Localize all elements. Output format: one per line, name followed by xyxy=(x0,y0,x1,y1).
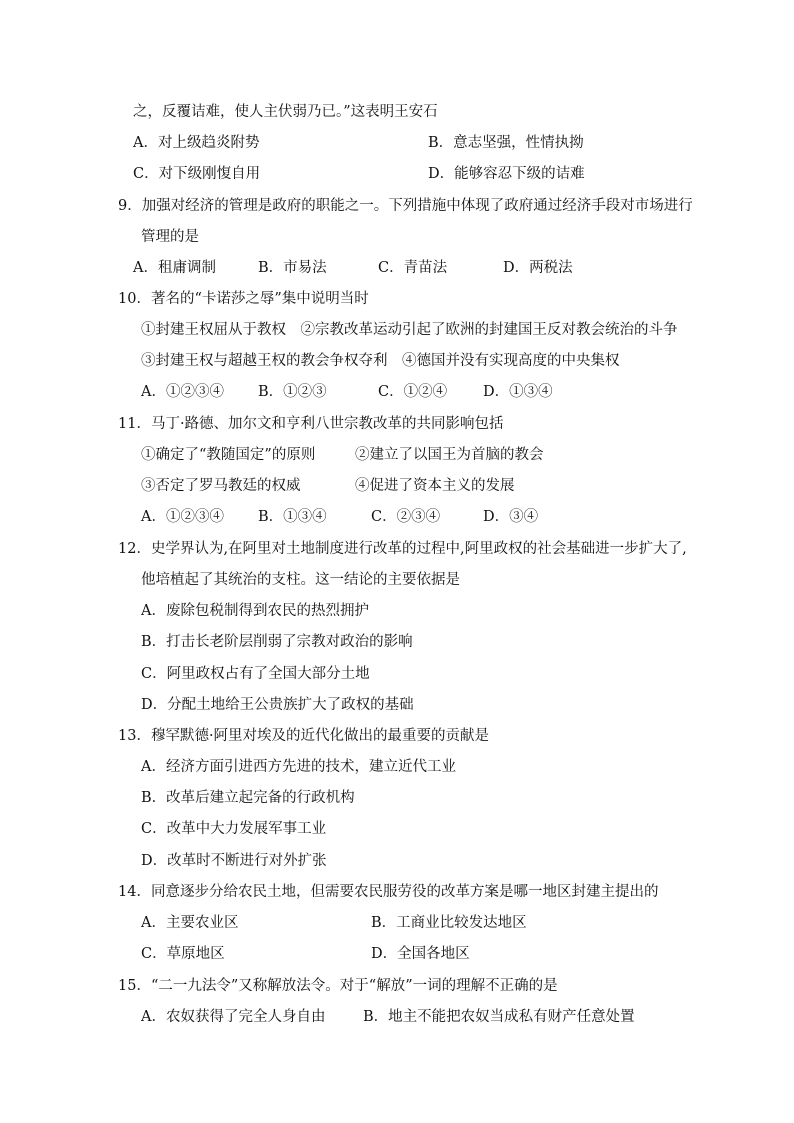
q14-option-d: D．全国各地区 xyxy=(371,946,470,962)
q15-option-b: B．地主不能把农奴当成私有财产任意处置 xyxy=(363,1009,635,1025)
q9-option-b: B．市易法 xyxy=(258,260,327,276)
q13-option-d: D．改革时不断进行对外扩张 xyxy=(141,853,327,869)
q10-items-line1: ①封建王权屈从于教权 ②宗教改革运动引起了欧洲的封建国王反对教会统治的斗争 xyxy=(141,322,678,338)
q14-option-c: C．草原地区 xyxy=(141,946,225,962)
q9-stem-line2: 管理的是 xyxy=(141,229,199,245)
q15-stem: 15．“二一九法令”又称解放法令。对于“解放”一词的理解不正确的是 xyxy=(118,978,558,994)
q12-option-a: A．废除包税制得到农民的热烈拥护 xyxy=(141,603,369,619)
q12-stem-line1: 12．史学界认为,在阿里对土地制度进行改革的过程中,阿里政权的社会基础进一步扩大了, xyxy=(118,541,687,557)
q11-option-d: D．③④ xyxy=(483,509,539,525)
q11-stem: 11．马丁·路德、加尔文和亨利八世宗教改革的共同影响包括 xyxy=(118,416,504,432)
q12-option-c: C．阿里政权占有了全国大部分土地 xyxy=(141,666,370,682)
q9-option-a: A．租庸调制 xyxy=(133,260,216,276)
q11-option-b: B．①③④ xyxy=(258,509,327,525)
q8-option-a: A．对上级趋炎附势 xyxy=(133,135,260,151)
q15-option-a: A．农奴获得了完全人身自由 xyxy=(141,1009,326,1025)
q10-items-line2: ③封建王权与超越王权的教会争权夺利 ④德国并没有实现高度的中央集权 xyxy=(141,353,620,369)
q13-stem: 13．穆罕默德·阿里对埃及的近代化做出的最重要的贡献是 xyxy=(118,728,490,744)
q10-option-d: D．①③④ xyxy=(483,384,553,400)
q14-option-b: B．工商业比较发达地区 xyxy=(371,915,527,931)
q13-option-b: B．改革后建立起完备的行政机构 xyxy=(141,790,355,806)
q11-option-c: C．②③④ xyxy=(371,509,441,525)
q14-option-a: A．主要农业区 xyxy=(141,915,239,931)
q8-option-d: D．能够容忍下级的诘难 xyxy=(428,166,585,182)
q11-item4: ④促进了资本主义的发展 xyxy=(355,478,515,494)
q10-option-a: A．①②③④ xyxy=(141,384,224,400)
q10-option-b: B．①②③ xyxy=(258,384,327,400)
q11-item2: ②建立了以国王为首脑的教会 xyxy=(355,447,544,463)
q13-option-a: A．经济方面引进西方先进的技术，建立近代工业 xyxy=(141,759,456,775)
q11-item1: ①确定了“教随国定”的原则 xyxy=(141,447,316,463)
q9-option-d: D．两税法 xyxy=(503,260,573,276)
q11-option-a: A．①②③④ xyxy=(141,509,224,525)
q12-option-d: D．分配土地给王公贵族扩大了政权的基础 xyxy=(141,697,414,713)
q8-option-c: C．对下级刚愎自用 xyxy=(133,166,261,182)
q14-stem: 14．同意逐步分给农民土地，但需要农民服劳役的改革方案是哪一地区封建主提出的 xyxy=(118,884,659,900)
q13-option-c: C．改革中大力发展军事工业 xyxy=(141,821,327,837)
q8-option-b: B．意志坚强，性情执拗 xyxy=(428,135,584,151)
q9-stem-line1: 9．加强对经济的管理是政府的职能之一。下列措施中体现了政府通过经济手段对市场进行 xyxy=(118,198,693,214)
q10-option-c: C．①②④ xyxy=(378,384,448,400)
q12-option-b: B．打击长老阶层削弱了宗教对政治的影响 xyxy=(141,634,413,650)
q10-stem: 10．著名的“卡诺莎之辱”集中说明当时 xyxy=(118,291,369,307)
q9-option-c: C．青苗法 xyxy=(378,260,448,276)
q11-item3: ③否定了罗马教廷的权威 xyxy=(141,478,301,494)
question-8-stem-end: 之，反覆诘难，使人主伏弱乃已。”这表明王安石 xyxy=(133,104,438,120)
q12-stem-line2: 他培植起了其统治的支柱。这一结论的主要依据是 xyxy=(141,572,460,588)
